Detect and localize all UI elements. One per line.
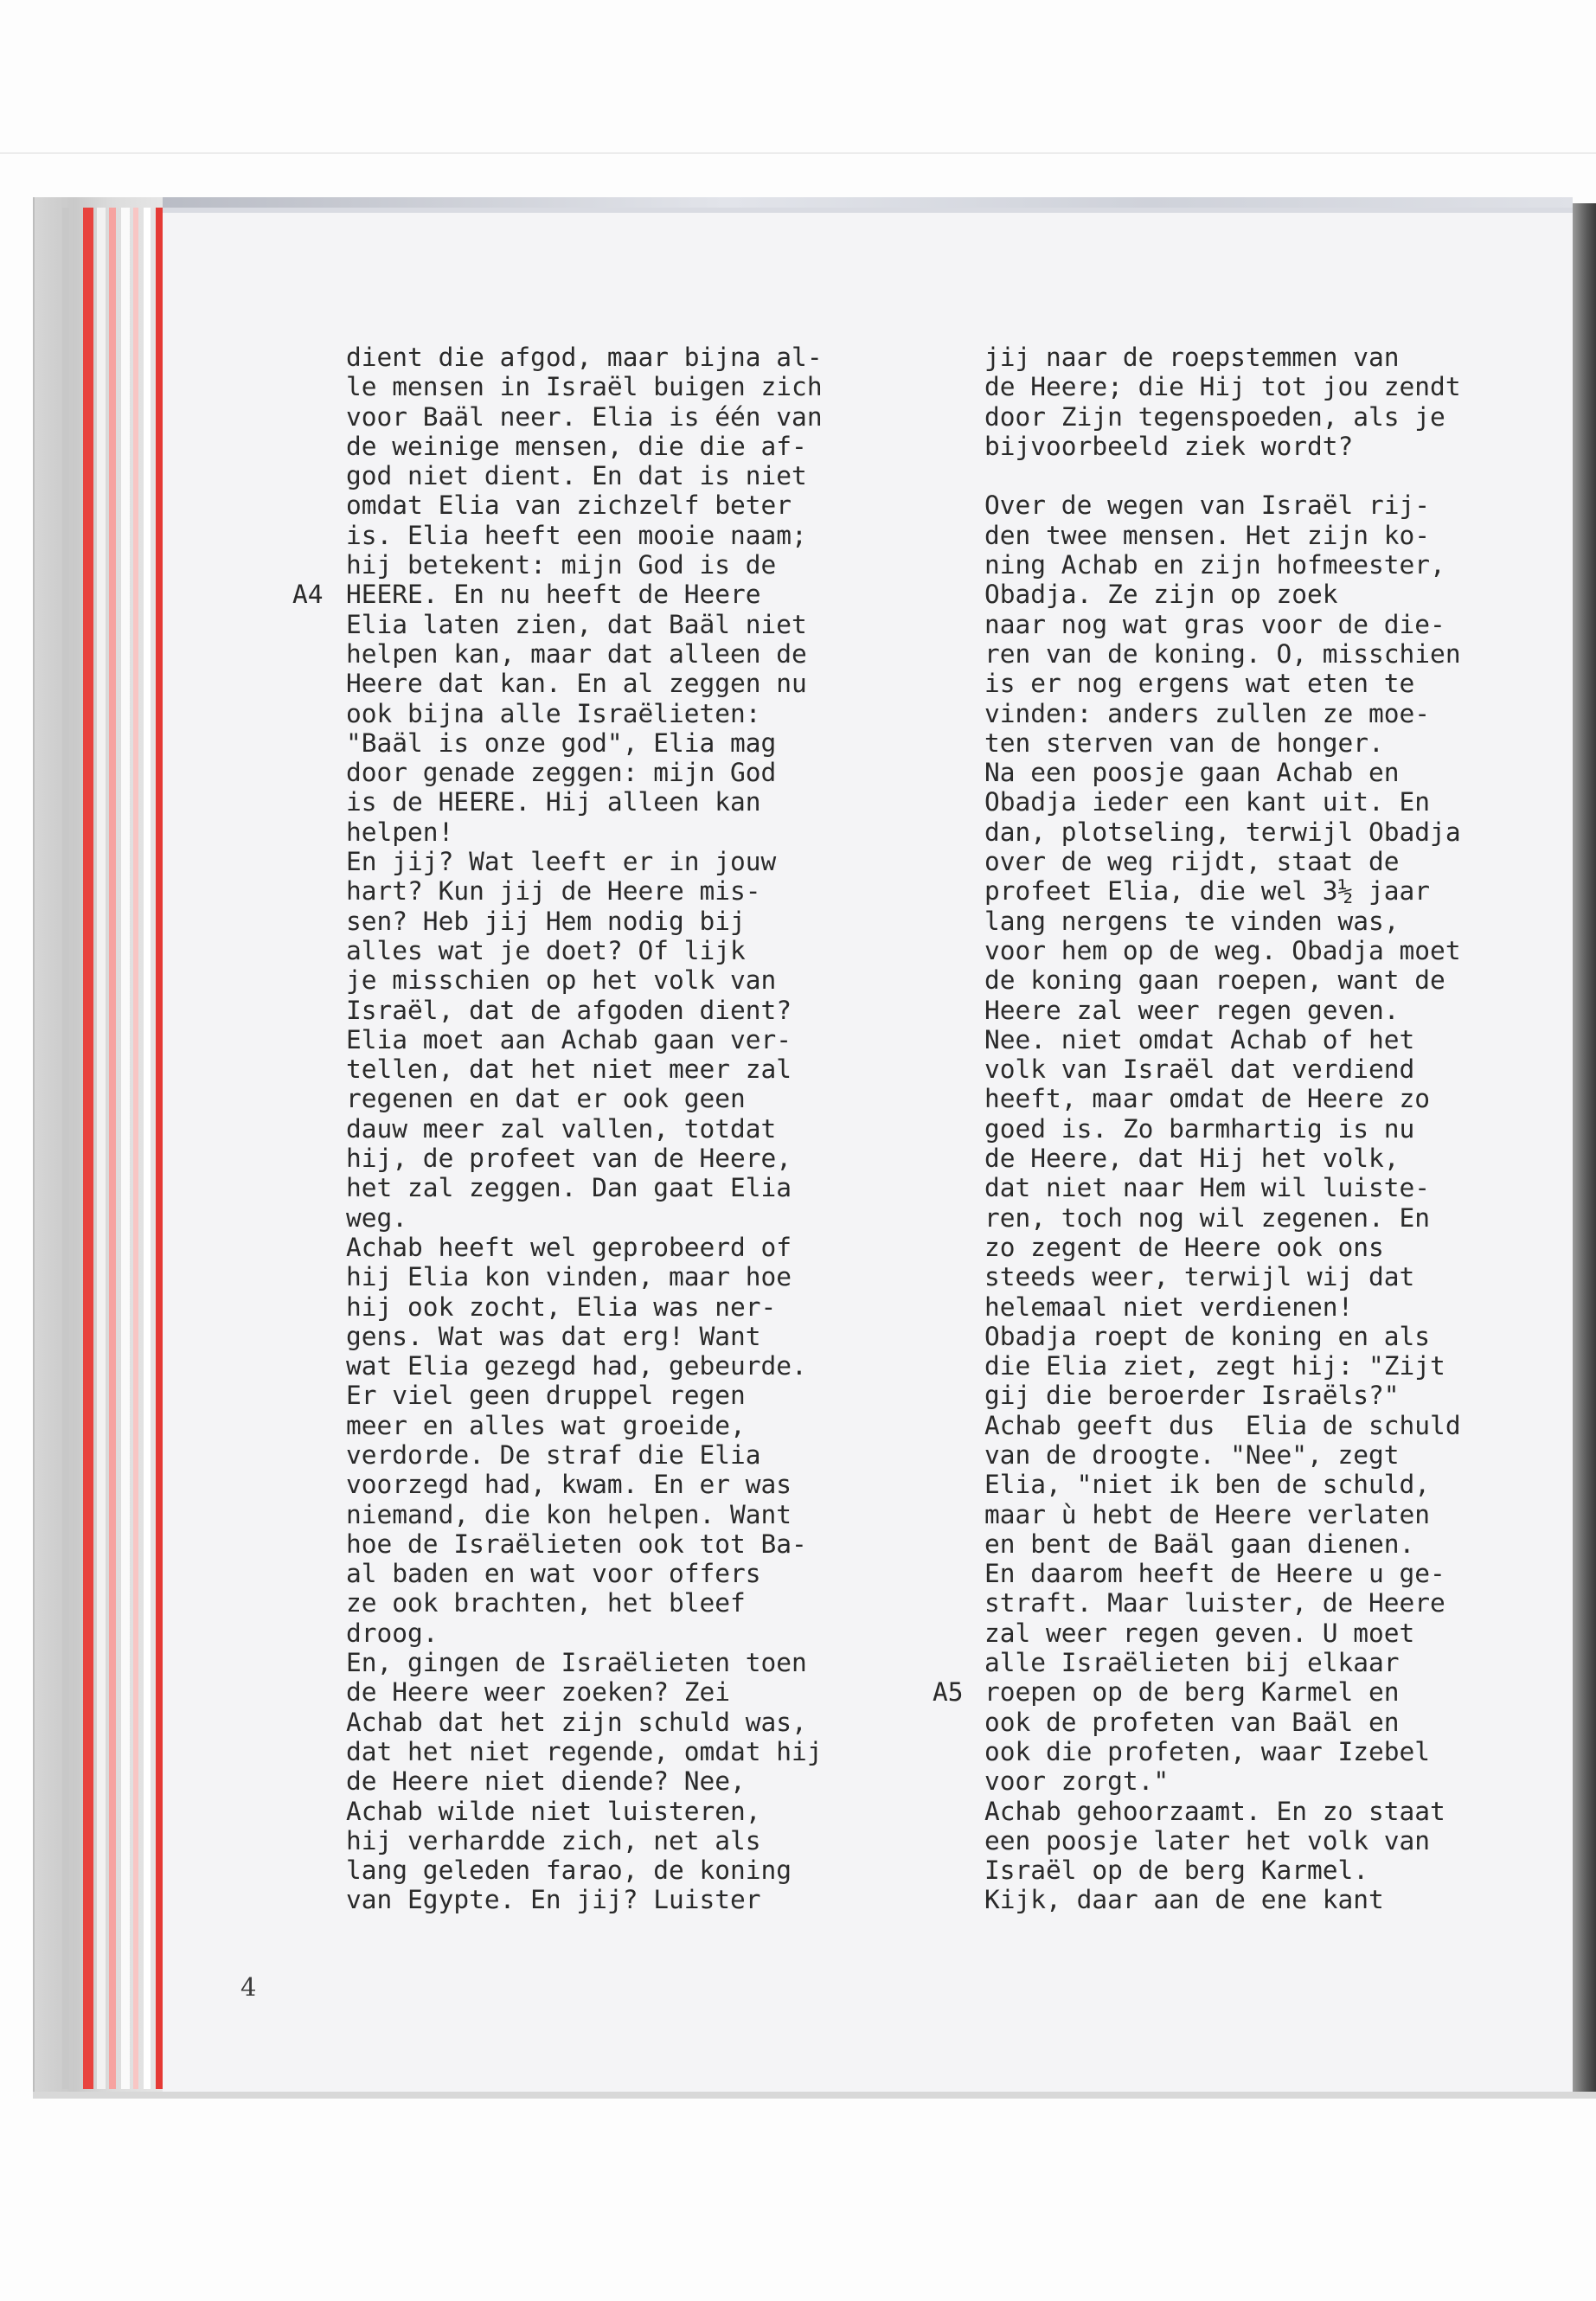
page-edge-stripe [97,208,106,2089]
text-line: Heere dat kan. En al zeggen nu [346,669,807,699]
text-line: hij ook zocht, Elia was ner- [346,1292,777,1322]
text-line: meer en alles wat groeide, [346,1410,746,1440]
text-line: gens. Wat was dat erg! Want [346,1321,761,1351]
page-edge-stripe [62,208,69,2089]
text-line: over de weg rijdt, staat de [984,847,1400,877]
text-line: Israël, dat de afgoden dient? [346,995,792,1025]
text-line: regenen en dat er ook geen [346,1084,746,1114]
text-line: Elia moet aan Achab gaan ver- [346,1024,792,1054]
text-line: bijvoorbeeld ziek wordt? [984,431,1354,461]
text-line: ren, toch nog wil zegenen. En [984,1202,1431,1233]
text-line: voor Baäl neer. Elia is één van [346,401,823,432]
margin-mark-a4: A4 [292,580,324,609]
text-line: Elia, "niet ik ben de schuld, [984,1470,1431,1500]
text-line: weg. [346,1202,408,1233]
left-text-column [346,343,908,1915]
text-line: al baden en wat voor offers [346,1559,761,1589]
text-line: lang geleden farao, de koning [346,1856,792,1886]
text-line [984,461,1555,490]
page-edge-stripe-pink [109,208,116,2089]
text-line: roepen op de berg Karmel en [984,1677,1400,1708]
text-line: Heere zal weer regen geven. [984,995,1400,1025]
text-line: de weinige mensen, die die af- [346,431,807,461]
text-line: ook de profeten van Baäl en [984,1707,1400,1737]
text-line: jij naar de roepstemmen van [984,343,1400,372]
text-line: heeft, maar omdat de Heere zo [984,1084,1431,1114]
right-text-column [984,343,1555,1915]
text-line: door genade zeggen: mijn God [346,758,777,788]
text-line: dient die afgod, maar bijna al- [346,343,823,372]
text-line: dauw meer zal vallen, totdat [346,1113,777,1144]
text-line: en bent de Baäl gaan dienen. [984,1529,1415,1559]
text-line: dan, plotseling, terwijl Obadja [984,817,1461,847]
text-line: de Heere niet diende? Nee, [346,1766,746,1797]
text-line: de Heere; die Hij tot jou zendt [984,372,1461,402]
text-line: tellen, dat het niet meer zal [346,1054,792,1085]
text-line: Achab wilde niet luisteren, [346,1796,761,1826]
text-line: hij, de profeet van de Heere, [346,1144,792,1174]
text-line: dat niet naar Hem wil luiste- [984,1173,1431,1203]
text-line: wat Elia gezegd had, gebeurde. [346,1351,807,1381]
text-line: voorzegd had, kwam. En er was [346,1470,792,1500]
text-line: hoe de Israëlieten ook tot Ba- [346,1529,807,1559]
text-line: helpen! [346,817,454,847]
text-line: Obadja ieder een kant uit. En [984,787,1431,817]
text-line: door Zijn tegenspoeden, als je [984,401,1445,432]
text-line: lang nergens te vinden was, [984,906,1400,936]
text-line: den twee mensen. Het zijn ko- [984,520,1431,550]
text-line: En, gingen de Israëlieten toen [346,1648,807,1678]
book-binding-right [1573,203,1596,2098]
text-line: is de HEERE. Hij alleen kan [346,787,761,817]
text-line: Elia laten zien, dat Baäl niet [346,609,807,639]
text-line: niemand, die kon helpen. Want [346,1499,792,1529]
text-line: maar ù hebt de Heere verlaten [984,1499,1431,1529]
text-line: alles wat je doet? Of lijk [346,935,746,965]
text-line: die Elia ziet, zegt hij: "Zijt [984,1351,1445,1381]
text-line: Obadja roept de koning en als [984,1321,1431,1351]
page-bottom-shadow [33,2092,1596,2099]
page-edge-stripe-pink [133,208,138,2089]
text-line: Israël op de berg Karmel. [984,1856,1369,1886]
text-line: de Heere, dat Hij het volk, [984,1144,1400,1174]
text-line: profeet Elia, die wel 3½ jaar [984,876,1431,907]
text-line: ren van de koning. O, misschien [984,638,1461,669]
text-line: van de droogte. "Nee", zegt [984,1439,1400,1470]
text-line: Achab heeft wel geprobeerd of [346,1232,792,1262]
text-line: hart? Kun jij de Heere mis- [346,876,761,907]
text-line: zo zegent de Heere ook ons [984,1232,1384,1262]
page-edge-stripe-red [83,208,93,2089]
margin-mark-a5: A5 [933,1677,964,1707]
text-line: is er nog ergens wat eten te [984,669,1415,699]
text-line: het zal zeggen. Dan gaat Elia [346,1173,792,1203]
text-line: de Heere weer zoeken? Zei [346,1677,731,1708]
text-line: ook bijna alle Israëlieten: [346,698,761,728]
text-line: god niet dient. En dat is niet [346,461,807,491]
text-line: HEERE. En nu heeft de Heere [346,580,761,610]
text-line: steeds weer, terwijl wij dat [984,1262,1415,1292]
text-line: hij Elia kon vinden, maar hoe [346,1262,792,1292]
text-line: Achab geeft dus Elia de schuld [984,1410,1461,1440]
text-line: volk van Israël dat verdiend [984,1054,1415,1085]
text-line: En jij? Wat leeft er in jouw [346,847,777,877]
text-line: sen? Heb jij Hem nodig bij [346,906,746,936]
text-line: Over de wegen van Israël rij- [984,490,1431,521]
text-line: ning Achab en zijn hofmeester, [984,550,1445,580]
text-line: helpen kan, maar dat alleen de [346,638,807,669]
text-line: Er viel geen druppel regen [346,1381,746,1411]
text-line: een poosje later het volk van [984,1825,1431,1856]
text-line: verdorde. De straf die Elia [346,1439,761,1470]
text-line: ook die profeten, waar Izebel [984,1736,1431,1766]
scan-top-line [0,152,1596,154]
text-line: is. Elia heeft een mooie naam; [346,520,807,550]
page-number: 4 [240,1972,257,2002]
text-line: voor zorgt." [984,1766,1170,1797]
text-line: naar nog wat gras voor de die- [984,609,1445,639]
text-line: omdat Elia van zichzelf beter [346,490,792,521]
text-line: Nee. niet omdat Achab of het [984,1024,1415,1054]
text-line: helemaal niet verdienen! [984,1292,1354,1322]
text-line: de koning gaan roepen, want de [984,965,1445,996]
text-line: ze ook brachten, het bleef [346,1588,746,1618]
text-line: Obadja. Ze zijn op zoek [984,580,1338,610]
text-line: hij betekent: mijn God is de [346,550,777,580]
text-line: zal weer regen geven. U moet [984,1618,1415,1648]
text-line: vinden: anders zullen ze moe- [984,698,1431,728]
text-line: je misschien op het volk van [346,965,777,996]
text-line: hij verhardde zich, net als [346,1825,761,1856]
text-line: Achab gehoorzaamt. En zo staat [984,1796,1445,1826]
text-line: "Baäl is onze god", Elia mag [346,727,777,758]
page-edge-stripe [144,208,151,2089]
text-line: le mensen in Israël buigen zich [346,372,823,402]
page-edge-stripe [121,208,130,2089]
text-line: droog. [346,1618,439,1648]
text-line: straft. Maar luister, de Heere [984,1588,1445,1618]
text-line: goed is. Zo barmhartig is nu [984,1113,1415,1144]
text-line: van Egypte. En jij? Luister [346,1885,761,1915]
text-line: Na een poosje gaan Achab en [984,758,1400,788]
text-line: Kijk, daar aan de ene kant [984,1885,1384,1915]
text-line: alle Israëlieten bij elkaar [984,1648,1400,1678]
text-line: voor hem op de weg. Obadja moet [984,935,1461,965]
text-line: ten sterven van de honger. [984,727,1384,758]
text-line: gij die beroerder Israëls?" [984,1381,1400,1411]
text-line: Achab dat het zijn schuld was, [346,1707,807,1737]
page-margin-red-line [156,208,163,2089]
text-line: dat het niet regende, omdat hij [346,1736,823,1766]
text-line: En daarom heeft de Heere u ge- [984,1559,1445,1589]
